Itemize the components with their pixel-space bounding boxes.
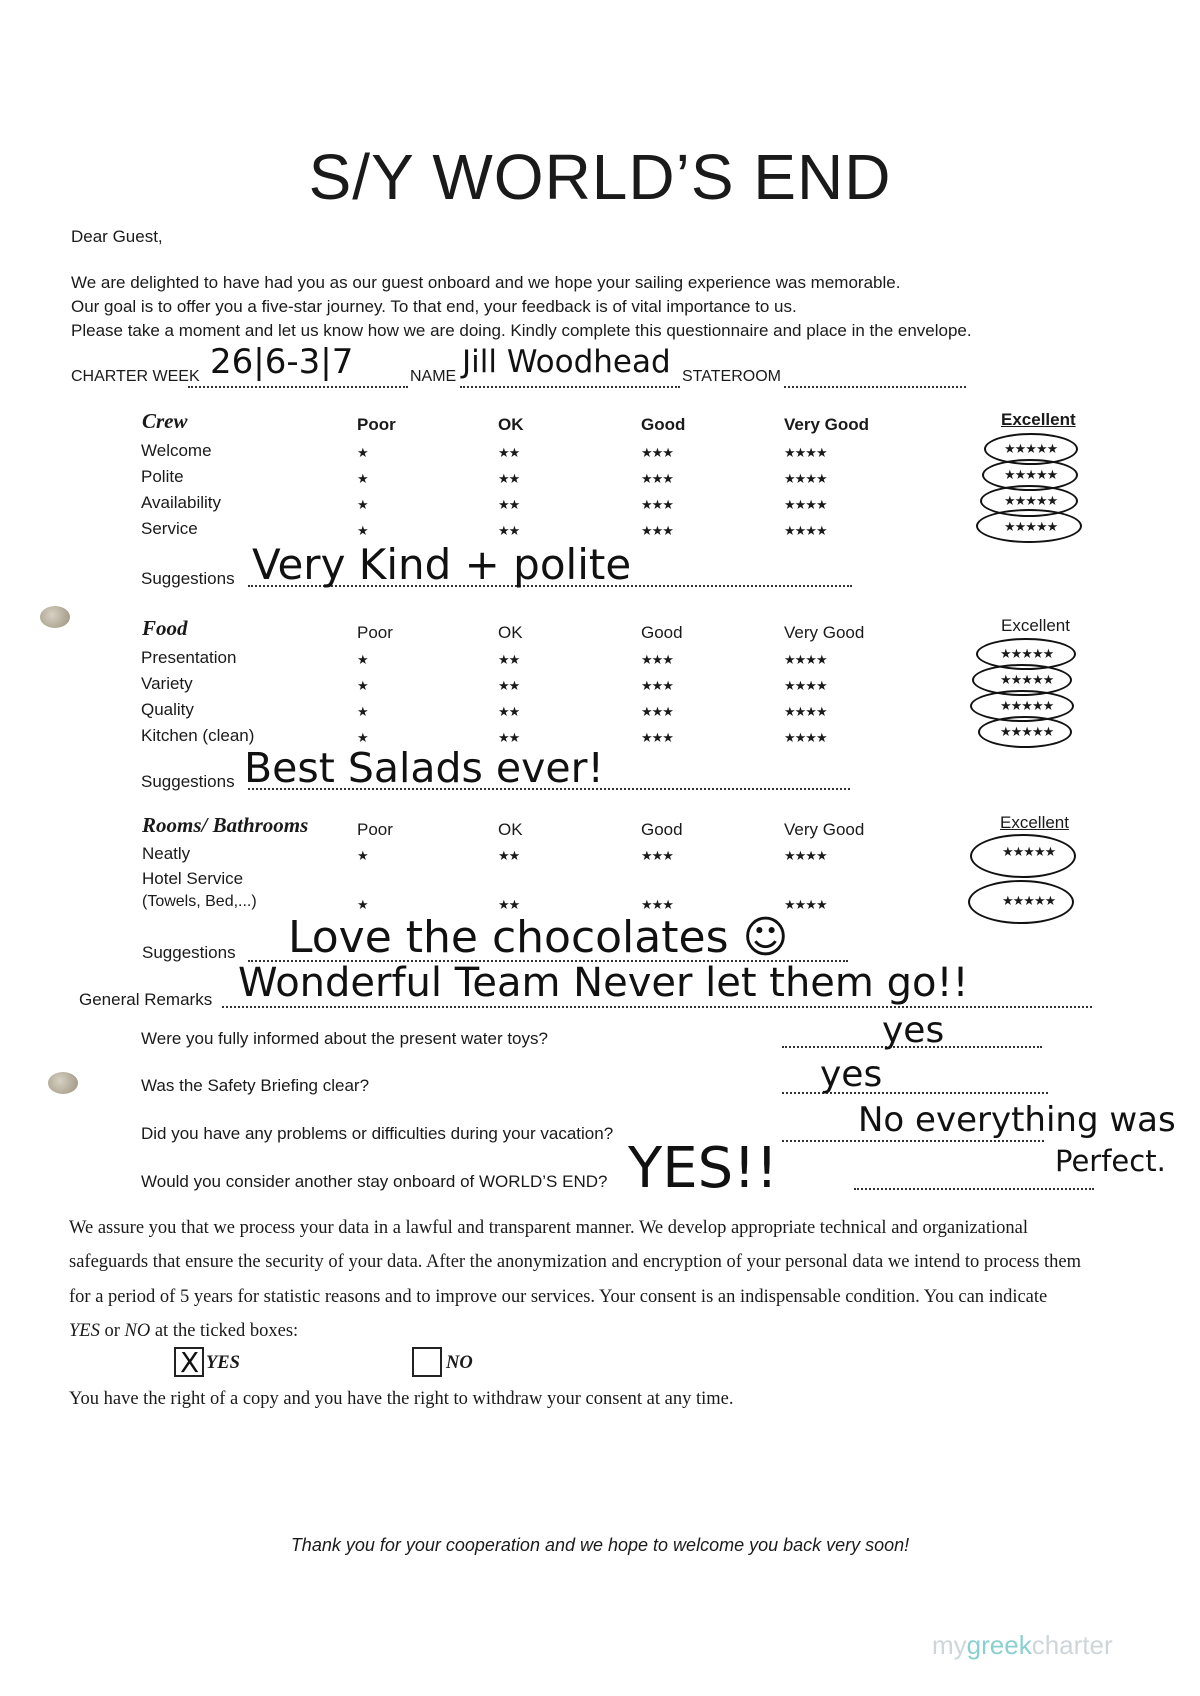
col-good: Good <box>641 415 686 434</box>
watermark-pre: my <box>932 1630 967 1660</box>
col-good: Good <box>641 820 683 839</box>
star-poor[interactable]: ★ <box>357 730 368 745</box>
star-good[interactable]: ★★★ <box>641 497 673 512</box>
greeting: Dear Guest, <box>71 227 163 246</box>
star-good[interactable]: ★★★ <box>641 652 673 667</box>
star-excellent[interactable]: ★★★★★ <box>1000 698 1054 713</box>
punch-hole-icon <box>40 606 70 628</box>
privacy-text: We assure you that we process your data in a lawful and transparent manner. We develop appropriate technical and organizational <box>69 1218 1029 1238</box>
star-ok[interactable]: ★★ <box>498 678 520 693</box>
row-label: Variety <box>141 674 193 693</box>
row-label: Service <box>141 519 198 538</box>
consent-no-checkbox[interactable] <box>412 1347 442 1377</box>
col-ok: OK <box>498 623 523 642</box>
privacy-or: or <box>99 1321 125 1341</box>
col-very-good: Very Good <box>784 415 870 434</box>
suggestions-label: Suggestions <box>141 772 235 791</box>
star-excellent[interactable]: ★★★★★ <box>1000 672 1054 687</box>
thanks-text: Thank you for your cooperation and we hope to welcome you back very soon! <box>290 1535 910 1555</box>
check-mark: X <box>180 1346 200 1379</box>
star-good[interactable]: ★★★ <box>641 445 673 460</box>
suggestions-label: Suggestions <box>142 943 236 962</box>
name-label: NAME <box>410 368 457 385</box>
stateroom-label: STATEROOM <box>682 368 781 385</box>
row-label: Polite <box>141 467 184 486</box>
star-excellent[interactable]: ★★★★★ <box>1002 844 1056 859</box>
star-very-good[interactable]: ★★★★ <box>784 497 827 512</box>
star-excellent[interactable]: ★★★★★ <box>1004 519 1058 534</box>
answer-line <box>854 1188 1094 1190</box>
charter-week-value[interactable]: 26|6-3|7 <box>210 342 354 382</box>
star-poor[interactable]: ★ <box>357 678 368 693</box>
star-poor[interactable]: ★ <box>357 523 368 538</box>
star-excellent[interactable]: ★★★★★ <box>1004 467 1058 482</box>
star-very-good[interactable]: ★★★★ <box>784 652 827 667</box>
general-remarks-line <box>222 1006 1092 1008</box>
selection-circle <box>968 880 1074 924</box>
row-label: Hotel Service <box>142 869 244 888</box>
row-label: (Towels, Bed,...) <box>142 893 257 910</box>
charter-week-label: CHARTER WEEK <box>71 368 200 385</box>
suggestion-handwriting[interactable]: Love the chocolates ☺ <box>288 912 789 963</box>
general-remarks-handwriting[interactable]: Wonderful Team Never let them go!! <box>238 960 969 1006</box>
privacy-yes: YES <box>69 1321 100 1341</box>
question-safety-briefing: Was the Safety Briefing clear? <box>141 1076 370 1095</box>
answer-another-stay[interactable]: YES!! <box>628 1136 779 1201</box>
row-label: Kitchen (clean) <box>141 726 255 745</box>
col-excellent: Excellent <box>1000 813 1069 832</box>
privacy-text <box>69 1321 298 1342</box>
stateroom-line[interactable] <box>784 386 966 388</box>
intro-line-3: Please take a moment and let us know how we are doing. Kindly complete this questionnaire and place in the envelope. <box>71 321 972 340</box>
privacy-rest: at the ticked boxes: <box>150 1321 299 1341</box>
star-good[interactable]: ★★★ <box>641 730 673 745</box>
watermark-logo <box>932 1630 1113 1661</box>
section-title-crew: Crew <box>142 409 188 433</box>
star-very-good[interactable]: ★★★★ <box>784 704 827 719</box>
question-water-toys: Were you fully informed about the present water toys? <box>141 1029 548 1048</box>
rights-text: You have the right of a copy and you have the right to withdraw your consent at any time. <box>69 1389 734 1409</box>
general-remarks-label: General Remarks <box>79 990 213 1009</box>
star-very-good[interactable]: ★★★★ <box>784 730 827 745</box>
row-label: Presentation <box>141 648 237 667</box>
consent-no-label: NO <box>446 1353 473 1373</box>
watermark-mid: greek <box>966 1630 1032 1660</box>
punch-hole-icon <box>48 1072 78 1094</box>
charter-week-line <box>188 386 408 388</box>
row-label: Quality <box>141 700 194 719</box>
answer-water-toys[interactable]: yes <box>882 1010 945 1051</box>
col-ok: OK <box>498 820 523 839</box>
privacy-no: NO <box>124 1321 151 1341</box>
answer-problems[interactable]: No everything was <box>858 1100 1176 1140</box>
col-excellent: Excellent <box>1001 616 1070 635</box>
col-poor: Poor <box>357 415 396 434</box>
row-label: Welcome <box>141 441 212 460</box>
star-poor[interactable]: ★ <box>357 704 368 719</box>
star-good[interactable]: ★★★ <box>641 897 673 912</box>
question-problems: Did you have any problems or difficulties during your vacation? <box>141 1124 614 1143</box>
star-ok[interactable]: ★★ <box>498 497 520 512</box>
star-good[interactable]: ★★★ <box>641 848 673 863</box>
selection-circle <box>970 834 1076 878</box>
privacy-text: for a period of 5 years for statistic reasons and to improve our services. Your consent is an indispensable condition. You can indicate <box>69 1287 1048 1307</box>
star-good[interactable]: ★★★ <box>641 678 673 693</box>
intro-line-1: We are delighted to have had you as our guest onboard and we hope your sailing experience was memorable. <box>71 273 901 292</box>
selection-circle <box>978 716 1072 748</box>
selection-circle <box>976 509 1082 543</box>
star-very-good[interactable]: ★★★★ <box>784 678 827 693</box>
name-line <box>460 386 680 388</box>
star-very-good[interactable]: ★★★★ <box>784 897 827 912</box>
col-poor: Poor <box>357 623 393 642</box>
star-poor[interactable]: ★ <box>357 497 368 512</box>
col-excellent: Excellent <box>1001 410 1076 429</box>
suggestions-label: Suggestions <box>141 569 235 588</box>
row-label: Availability <box>141 493 222 512</box>
intro-line-2: Our goal is to offer you a five-star journey. To that end, your feedback is of vital importance to us. <box>71 297 797 316</box>
star-poor[interactable]: ★ <box>357 471 368 486</box>
page-title: S/Y WORLD’S END <box>308 141 892 213</box>
star-ok[interactable]: ★★ <box>498 523 520 538</box>
star-excellent[interactable]: ★★★★★ <box>1004 493 1058 508</box>
star-ok[interactable]: ★★ <box>498 445 520 460</box>
star-good[interactable]: ★★★ <box>641 523 673 538</box>
star-very-good[interactable]: ★★★★ <box>784 471 827 486</box>
row-label: Neatly <box>142 844 191 863</box>
question-another-stay: Would you consider another stay onboard of WORLD’S END? <box>141 1172 608 1191</box>
star-ok[interactable]: ★★ <box>498 704 520 719</box>
col-very-good: Very Good <box>784 820 865 839</box>
answer-line <box>782 1140 1044 1142</box>
watermark-post: charter <box>1031 1630 1113 1660</box>
section-title-food: Food <box>142 616 188 640</box>
star-excellent[interactable]: ★★★★★ <box>1004 441 1058 456</box>
col-good: Good <box>641 623 683 642</box>
col-ok: OK <box>498 415 524 434</box>
star-poor[interactable]: ★ <box>357 848 368 863</box>
star-poor[interactable]: ★ <box>357 897 368 912</box>
star-ok[interactable]: ★★ <box>498 897 520 912</box>
suggestion-handwriting[interactable]: Best Salads ever! <box>244 744 604 792</box>
col-poor: Poor <box>357 820 393 839</box>
star-excellent[interactable]: ★★★★★ <box>1000 646 1054 661</box>
star-very-good[interactable]: ★★★★ <box>784 848 827 863</box>
star-ok[interactable]: ★★ <box>498 730 520 745</box>
consent-yes-label: YES <box>206 1353 240 1373</box>
col-very-good: Very Good <box>784 623 865 642</box>
star-poor[interactable]: ★ <box>357 652 368 667</box>
consent-yes-checkbox[interactable] <box>174 1347 204 1377</box>
star-poor[interactable]: ★ <box>357 445 368 460</box>
star-excellent[interactable]: ★★★★★ <box>1002 893 1056 908</box>
answer-problems-cont[interactable]: Perfect. <box>1055 1144 1166 1178</box>
privacy-text: safeguards that ensure the security of your data. After the anonymization and encryption of your personal data we intend to process them <box>69 1252 1082 1272</box>
name-value[interactable]: Jill Woodhead <box>462 344 671 380</box>
star-good[interactable]: ★★★ <box>641 704 673 719</box>
star-ok[interactable]: ★★ <box>498 652 520 667</box>
star-excellent[interactable]: ★★★★★ <box>1000 724 1054 739</box>
star-good[interactable]: ★★★ <box>641 471 673 486</box>
star-ok[interactable]: ★★ <box>498 471 520 486</box>
star-very-good[interactable]: ★★★★ <box>784 523 827 538</box>
suggestion-handwriting[interactable]: Very Kind + polite <box>252 540 632 589</box>
answer-safety-briefing[interactable]: yes <box>820 1054 883 1095</box>
section-title-rooms: Rooms/ Bathrooms <box>142 813 309 837</box>
star-very-good[interactable]: ★★★★ <box>784 445 827 460</box>
star-ok[interactable]: ★★ <box>498 848 520 863</box>
